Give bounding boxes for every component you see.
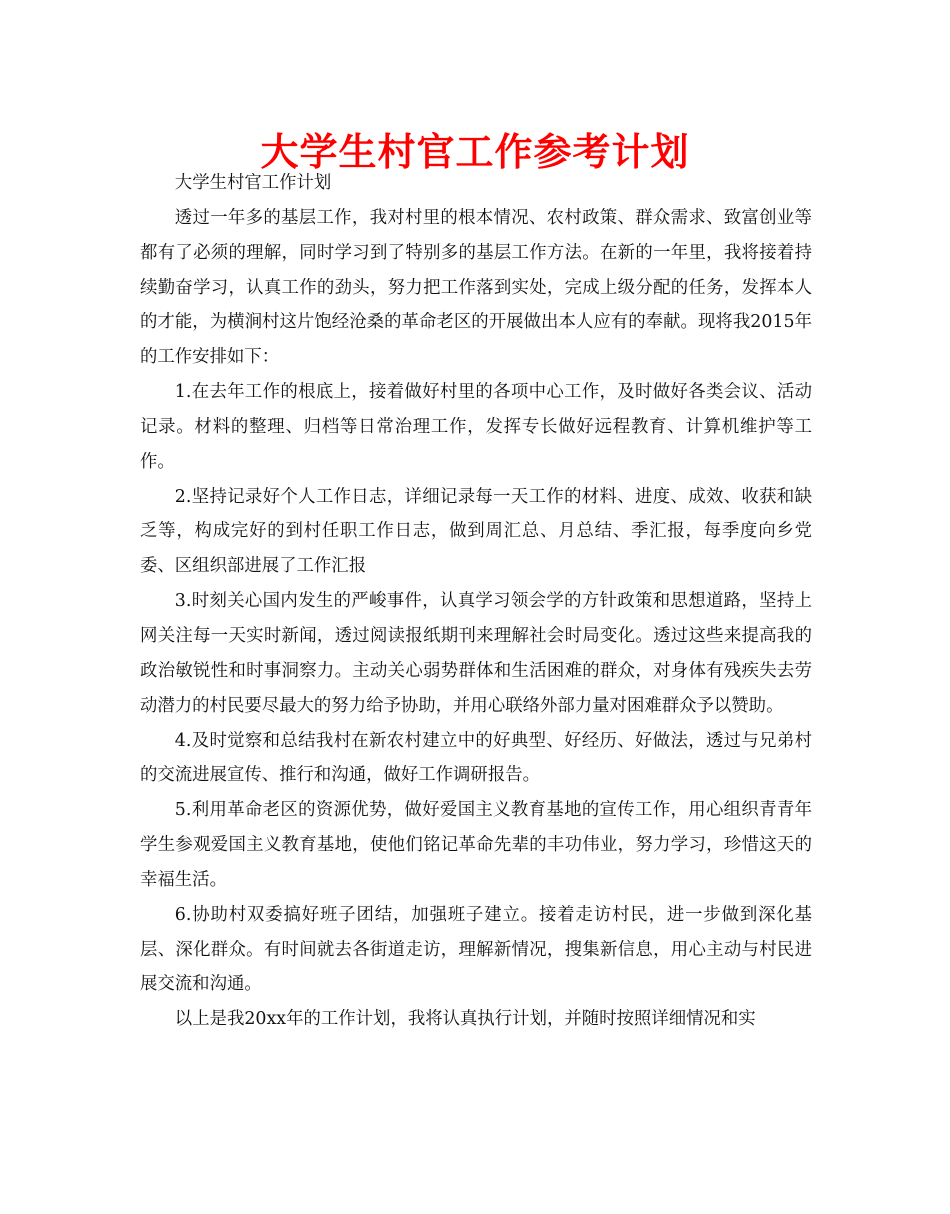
subtitle-paragraph: 大学生村官工作计划 xyxy=(174,173,332,193)
document-body xyxy=(140,166,812,1037)
item-4-paragraph: 4.及时觉察和总结我村在新农村建立中的好典型、好经历、好做法，透过与兄弟村的交流进展宣传、推行和沟通，做好工作调研报告。 xyxy=(140,730,812,786)
document-title: 大学生村官工作参考计划 xyxy=(260,130,690,174)
closing-paragraph: 以上是我20xx年的工作计划，我将认真执行计划，并随时按照详细情况和实 xyxy=(174,1009,756,1030)
intro-paragraph: 透过一年多的基层工作，我对村里的根本情况、农村政策、群众需求、致富创业等都有了必须的理解，同时学习到了特别多的基层工作方法。在新的一年里，我将接着持续勤奋学习，认真工作的劲头，努力把工作落到实处，完成上级分配的任务，发挥本人的才能，为横涧村这片饱经沧桑的革命老区的开展做出本人应有的奉献。现将我2015年的工作安排如下： xyxy=(140,207,812,368)
item-5-paragraph: 5.利用革命老区的资源优势，做好爱国主义教育基地的宣传工作，用心组织青青年学生参观爱国主义教育基地，使他们铭记革命先辈的丰功伟业，努力学习，珍惜这天的幸福生活。 xyxy=(140,800,812,890)
item-6-paragraph: 6.协助村双委搞好班子团结，加强班子建立。接着走访村民，进一步做到深化基层、深化群众。有时间就去各街道走访，理解新情况，搜集新信息，用心主动与村民进展交流和沟通。 xyxy=(140,904,812,995)
item-1-paragraph: 1.在去年工作的根底上，接着做好村里的各项中心工作，及时做好各类会议、活动记录。材料的整理、归档等日常治理工作，发挥专长做好远程教育、计算机维护等工作。 xyxy=(140,382,812,472)
item-2-paragraph: 2.坚持记录好个人工作日志，详细记录每一天工作的材料、进度、成效、收获和缺乏等，构成完好的到村任职工作日志，做到周汇总、月总结、季汇报，每季度向乡党委、区组织部进展了工作汇报 xyxy=(140,486,812,577)
item-3-paragraph: 3.时刻关心国内发生的严峻事件，认真学习领会学的方针政策和思想道路，坚持上网关注每一天实时新闻，透过阅读报纸期刊来理解社会时局变化。透过这些来提高我的政治敏锐性和时事洞察力。主动关心弱势群体和生活困难的群众，对身体有残疾失去劳动潜力的村民要尽最大的努力给予协助，并用心联络外部力量对困难群众予以赞助。 xyxy=(140,591,812,716)
